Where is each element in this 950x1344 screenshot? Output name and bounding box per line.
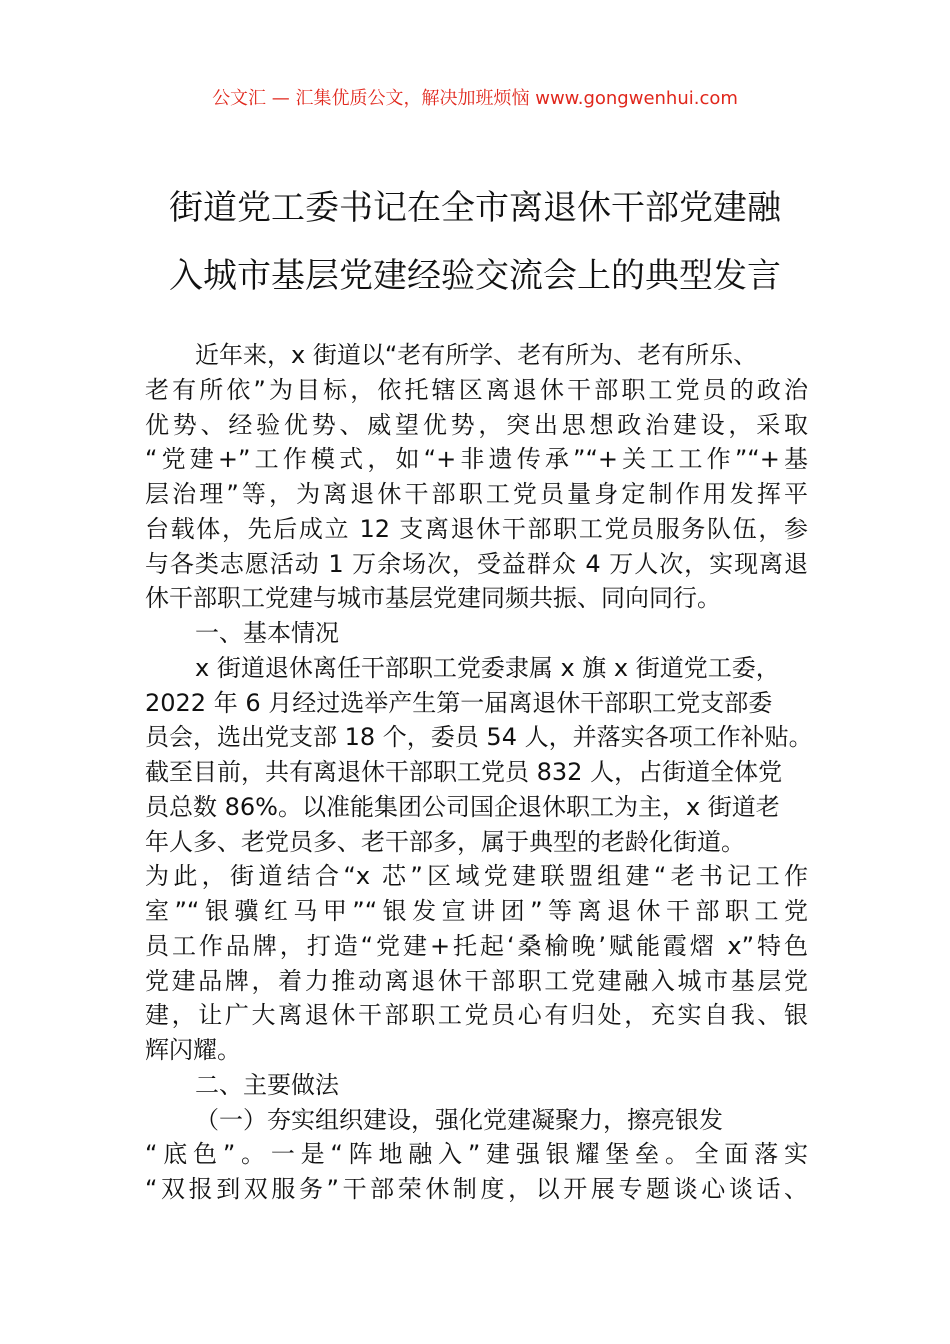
section-heading: 一、基本情况 [195, 619, 339, 647]
document-title-line-1: 街道党工委书记在全市离退休干部党建融 [169, 188, 781, 228]
body-line: 党建品牌，着力推动离退休干部职工党建融入城市基层党 [145, 966, 808, 995]
body-line: 为此，街道结合“x 芯”区域党建联盟组建“老书记工作 [145, 862, 808, 891]
body-line: 层治理”等，为离退休干部职工党员量身定制作用发挥平 [145, 480, 808, 508]
subsection-heading: （一）夯实组织建设，强化党建凝聚力，擦亮银发 [195, 1105, 723, 1134]
body-line: 休干部职工党建与城市基层党建同频共振、同向同行。 [145, 584, 721, 613]
body-line: “底色”。一是“阵地融入”建强银耀堡垒。全面落实 [145, 1140, 808, 1169]
document-body [145, 338, 825, 1207]
body-line: 优势、经验优势、威望优势，突出思想政治建设，采取 [145, 410, 808, 439]
body-line: 辉闪耀。 [145, 1036, 241, 1064]
body-line: 与各类志愿活动 1 万余场次，受益群众 4 万人次，实现离退 [145, 549, 808, 578]
watermark-header: 公文汇 — 汇集优质公文，解决加班烦恼 www.gongwenhui.com [212, 88, 738, 109]
body-line: 室”“银骥红马甲”“银发宣讲团”等离退休干部职工党 [145, 897, 808, 925]
section-heading: 二、主要做法 [195, 1070, 339, 1099]
body-line: 员会，选出党支部 18 个，委员 54 人，并落实各项工作补贴。 [145, 723, 813, 752]
body-line: “党建+”工作模式，如“+非遗传承”“+关工工作”“+基 [145, 445, 808, 474]
body-line: 老有所依”为目标，依托辖区离退休干部职工党员的政治 [145, 375, 808, 404]
document-title-line-2: 入城市基层党建经验交流会上的典型发言 [169, 256, 781, 296]
body-line: 年人多、老党员多、老干部多，属于典型的老龄化街道。 [145, 827, 745, 856]
body-line: “双报到双服务”干部荣休制度，以开展专题谈心谈话、 [145, 1175, 808, 1203]
body-line: 2022 年 6 月经过选举产生第一届离退休干部职工党支部委 [145, 688, 773, 717]
body-line: 员总数 86%。以准能集团公司国企退休职工为主，x 街道老 [145, 792, 780, 821]
body-line: 建，让广大离退休干部职工党员心有归处，充实自我、银 [145, 1001, 808, 1030]
body-line: 员工作品牌，打造“党建+托起‘桑榆晚’赋能霞熠 x”特色 [145, 931, 808, 960]
body-line: 截至目前，共有离退休干部职工党员 832 人，占街道全体党 [145, 758, 783, 786]
body-line: x 街道退休离任干部职工党委隶属 x 旗 x 街道党工委， [195, 653, 780, 682]
body-line: 台载体，先后成立 12 支离退休干部职工党员服务队伍，参 [145, 514, 808, 543]
body-line: 近年来，x 街道以“老有所学、老有所为、老有所乐、 [195, 341, 758, 369]
